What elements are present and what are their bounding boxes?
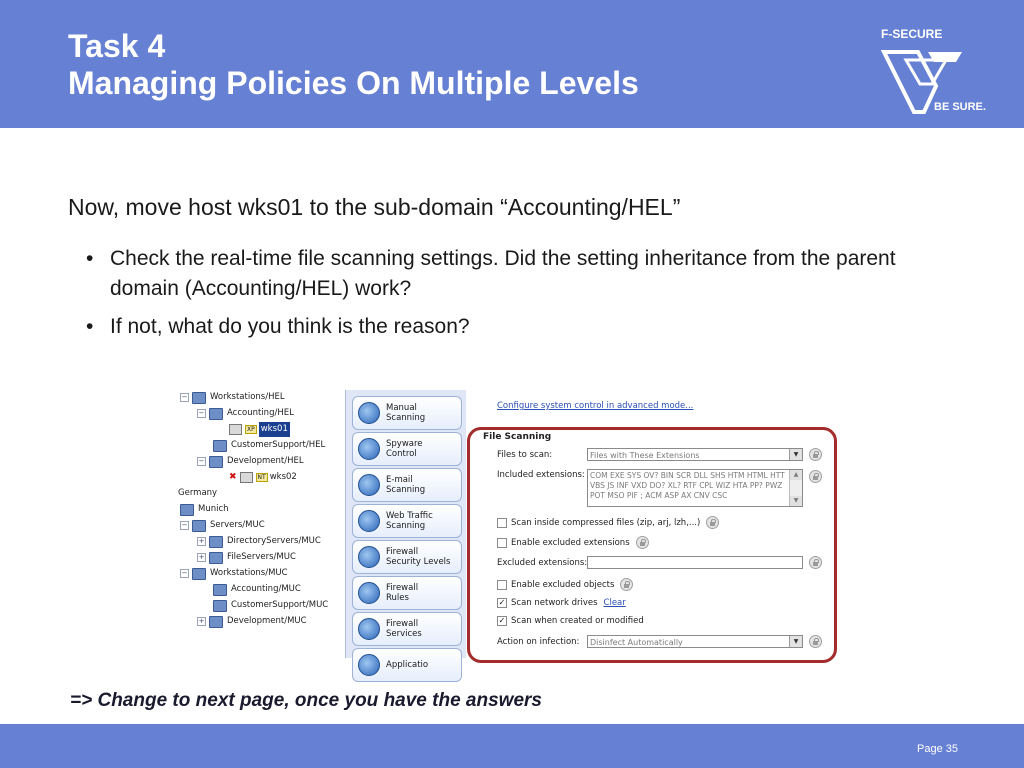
settings-nav-panel [345, 390, 466, 670]
bullet-item [86, 312, 966, 342]
disconnected-icon: ✖ [229, 472, 237, 482]
domain-icon [192, 568, 206, 580]
footer-note: => Change to next page, once you have the answers [70, 690, 542, 711]
logo-text-top: F-SECURE [881, 27, 943, 41]
spyware-icon [358, 438, 380, 460]
scan-when-created-checkbox[interactable]: ✓ [498, 616, 506, 625]
domain-icon [209, 536, 223, 548]
dropdown-arrow-icon: ▼ [789, 636, 802, 647]
scan-network-drives-checkbox[interactable]: ✓ [498, 598, 506, 607]
email-icon [358, 474, 380, 496]
os-badge: NT [257, 474, 266, 481]
header-bar [0, 0, 1024, 128]
nav-button-web-traffic-scanning[interactable]: Web Traffic Scanning [352, 504, 462, 538]
firewall-icon [358, 582, 380, 604]
tree-item-accounting-muc[interactable] [213, 582, 301, 597]
tree-item-label: Munich [198, 504, 229, 514]
application-icon [358, 654, 380, 676]
tree-item-label: Servers/MUC [210, 520, 265, 530]
tree-item-wks02[interactable] [229, 470, 297, 485]
domain-icon [213, 584, 227, 596]
highlight-frame [467, 427, 837, 663]
included-extensions-field[interactable]: COM EXE SYS OV? BIN SCR DLL SHS HTM HTML HTT VBS JS INF VXD DO? XL? RTF CPL WIZ HTA PP? PWZ POT MSO PIF ; ACM ASP AX CNV CSC ▲ ▼ [587, 469, 803, 507]
domain-icon [209, 552, 223, 564]
bullet-text: Check the real-time file scanning settings. Did the setting inheritance from the parent domain (Accounting/HEL) work? [110, 247, 896, 300]
collapse-toggle[interactable]: − [181, 393, 188, 401]
tree-item-germany[interactable] [178, 486, 217, 501]
computer-icon [229, 424, 242, 435]
domain-icon [209, 616, 223, 628]
compressed-files-checkbox-row[interactable]: Scan inside compressed files (zip, arj, lzh,...) [497, 516, 719, 529]
tree-item-label: Development/MUC [227, 616, 307, 626]
tree-item-directoryservers-muc[interactable] [197, 534, 321, 549]
tree-item-label: Accounting/MUC [231, 584, 301, 594]
collapse-toggle[interactable]: − [181, 569, 188, 577]
firewall-icon [358, 618, 380, 640]
f-secure-logo [876, 24, 986, 120]
domain-icon [192, 392, 206, 404]
nav-button-application-control[interactable]: Applicatio [352, 648, 462, 682]
os-badge: XP [247, 426, 255, 433]
slide-title [68, 28, 639, 102]
title-line-2: Managing Policies On Multiple Levels [68, 65, 639, 101]
tree-item-label: Accounting/HEL [227, 408, 294, 418]
tree-item-development-muc[interactable] [197, 614, 307, 629]
tree-item-label: wks01 [259, 422, 290, 437]
tree-item-development-hel[interactable] [197, 454, 304, 469]
tree-item-label: Development/HEL [227, 456, 304, 466]
tree-item-workstations-hel[interactable] [180, 390, 285, 405]
tree-item-accounting-hel[interactable] [197, 406, 294, 421]
tree-item-label: CustomerSupport/HEL [231, 440, 326, 450]
embedded-screenshot [175, 390, 865, 670]
files-to-scan-select[interactable]: Files with These Extensions ▼ [587, 448, 803, 461]
bullet-item [86, 244, 966, 304]
clear-link[interactable]: Clear [603, 598, 626, 608]
domain-icon [192, 520, 206, 532]
scroll-down-icon[interactable]: ▼ [790, 496, 802, 506]
manual-scanning-icon [358, 402, 380, 424]
bullet-list [86, 244, 966, 350]
nav-button-firewall-rules[interactable]: Firewall Rules [352, 576, 462, 610]
nav-button-firewall-security-levels[interactable]: Firewall Security Levels [352, 540, 462, 574]
collapse-toggle[interactable]: − [198, 457, 205, 465]
section-title: File Scanning [483, 432, 552, 442]
expand-toggle[interactable]: + [198, 617, 205, 625]
scan-network-drives-row[interactable]: ✓ Scan network drives Clear [498, 598, 626, 608]
included-extensions-label: Included extensions: [497, 470, 585, 480]
bullet-glyph: • [86, 247, 94, 270]
tree-item-label: Workstations/MUC [210, 568, 288, 578]
scan-when-created-row[interactable]: ✓ Scan when created or modified [498, 616, 644, 626]
tree-item-label: Workstations/HEL [210, 392, 285, 402]
expand-toggle[interactable]: + [198, 537, 205, 545]
page-number: Page 35 [917, 743, 958, 755]
tree-item-label: FileServers/MUC [227, 552, 296, 562]
domain-icon [213, 600, 227, 612]
domain-icon [209, 408, 223, 420]
scroll-up-icon[interactable]: ▲ [790, 470, 802, 480]
files-to-scan-label: Files to scan: [497, 450, 553, 460]
enable-excluded-objects-row[interactable]: Enable excluded objects [497, 578, 633, 591]
footer-bar [0, 724, 1024, 768]
nav-button-manual-scanning[interactable]: Manual Scanning [352, 396, 462, 430]
computer-icon [240, 472, 253, 483]
collapse-toggle[interactable]: − [198, 409, 205, 417]
bullet-glyph: • [86, 315, 94, 338]
dropdown-arrow-icon: ▼ [789, 449, 802, 460]
logo-text-bottom: BE SURE. [934, 101, 986, 113]
nav-button-spyware-control[interactable]: Spyware Control [352, 432, 462, 466]
web-traffic-icon [358, 510, 380, 532]
nav-button-firewall-services[interactable]: Firewall Services [352, 612, 462, 646]
tree-item-label: DirectoryServers/MUC [227, 536, 321, 546]
excluded-extensions-label: Excluded extensions: [497, 558, 588, 568]
enable-excluded-extensions-row[interactable]: Enable excluded extensions [497, 536, 649, 549]
tree-item-fileservers-muc[interactable] [197, 550, 296, 565]
nav-button-email-scanning[interactable]: E-mail Scanning [352, 468, 462, 502]
tree-item-munich[interactable] [180, 502, 229, 517]
intro-text: Now, move host wks01 to the sub-domain “Accounting/HEL” [68, 194, 681, 220]
tree-item-customersupport-muc[interactable] [213, 598, 328, 613]
domain-icon [213, 440, 227, 452]
tree-item-wks01[interactable] [229, 422, 290, 437]
advanced-mode-link[interactable]: Configure system control in advanced mode... [497, 401, 694, 411]
collapse-toggle[interactable]: − [181, 521, 188, 529]
action-on-infection-select[interactable]: Disinfect Automatically ▼ [587, 635, 803, 648]
domain-tree [175, 390, 335, 658]
expand-toggle[interactable]: + [198, 553, 205, 561]
action-on-infection-label: Action on infection: [497, 637, 580, 647]
domain-icon [180, 504, 194, 516]
domain-icon [209, 456, 223, 468]
tree-item-label: CustomerSupport/MUC [231, 600, 329, 610]
title-line-1: Task 4 [68, 28, 166, 64]
tree-item-label: wks02 [269, 472, 297, 482]
firewall-icon [358, 546, 380, 568]
bullet-text: If not, what do you think is the reason? [110, 315, 470, 338]
tree-item-servers-muc[interactable] [180, 518, 265, 533]
tree-item-label: Germany [178, 488, 218, 498]
tree-item-workstations-muc[interactable] [180, 566, 288, 581]
tree-item-customersupport-hel[interactable] [213, 438, 325, 453]
